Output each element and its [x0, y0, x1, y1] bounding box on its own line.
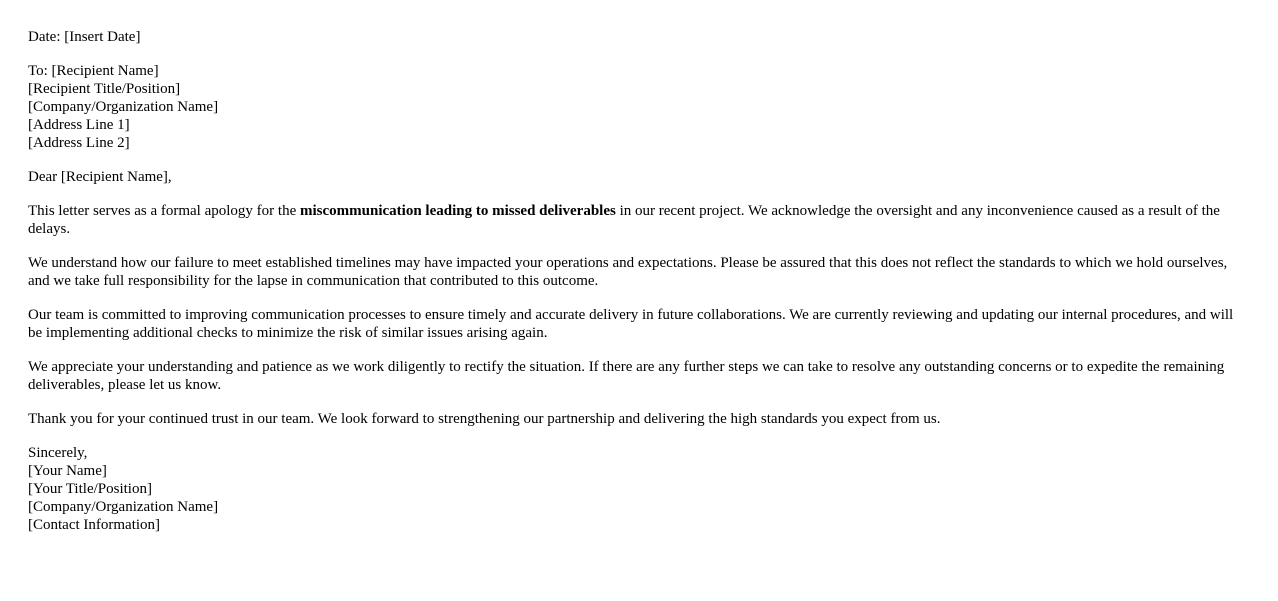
paragraph-thanks: Thank you for your continued trust in our team. We look forward to strengthening our partnership and delivering the high standards you expect from us.	[28, 411, 941, 427]
date-block	[28, 28, 1250, 46]
salutation: Dear [Recipient Name],	[28, 169, 172, 185]
recipient-title: [Recipient Title/Position]	[28, 81, 181, 97]
recipient-name: To: [Recipient Name]	[28, 63, 159, 79]
recipient-address-line-2: [Address Line 2]	[28, 135, 130, 151]
date-line: Date: [Insert Date]	[28, 29, 141, 45]
letter-document	[28, 28, 1250, 550]
paragraph-apology-emphasis: miscommunication leading to missed deliverables	[300, 203, 616, 219]
recipient-company: [Company/Organization Name]	[28, 99, 219, 115]
paragraph-commitment: Our team is committed to improving communication processes to ensure timely and accurate delivery in future collaborations. We are currently reviewing and updating our internal procedures, and will be implementing additional checks to minimize the risk of similar issues arising again.	[28, 307, 1234, 341]
paragraph-apology-tail: in our recent project. We acknowledge the oversight and any inconvenience caused as a result of the delays.	[28, 203, 1220, 237]
signature-block	[28, 444, 1250, 534]
paragraph-apology-lead: This letter serves as a formal apology for the	[28, 203, 300, 219]
recipient-block	[28, 62, 1250, 152]
sender-company: [Company/Organization Name]	[28, 499, 219, 515]
salutation-block	[28, 168, 1250, 186]
recipient-address-line-1: [Address Line 1]	[28, 117, 130, 133]
sender-name: [Your Name]	[28, 463, 107, 479]
paragraph-appreciation: We appreciate your understanding and patience as we work diligently to rectify the situation. If there are any further steps we can take to resolve any outstanding concerns or to expedite the remaining deliverables, please let us know.	[28, 359, 1225, 393]
sender-title: [Your Title/Position]	[28, 481, 152, 497]
sender-contact: [Contact Information]	[28, 517, 161, 533]
sign-off: Sincerely,	[28, 445, 88, 461]
paragraph-responsibility: We understand how our failure to meet established timelines may have impacted your operations and expectations. Please be assured that this does not reflect the standards to which we hold ourselves, and we take full responsibility for the lapse in communication that contributed to this outcome.	[28, 255, 1228, 289]
paragraph-apology	[28, 202, 1250, 238]
